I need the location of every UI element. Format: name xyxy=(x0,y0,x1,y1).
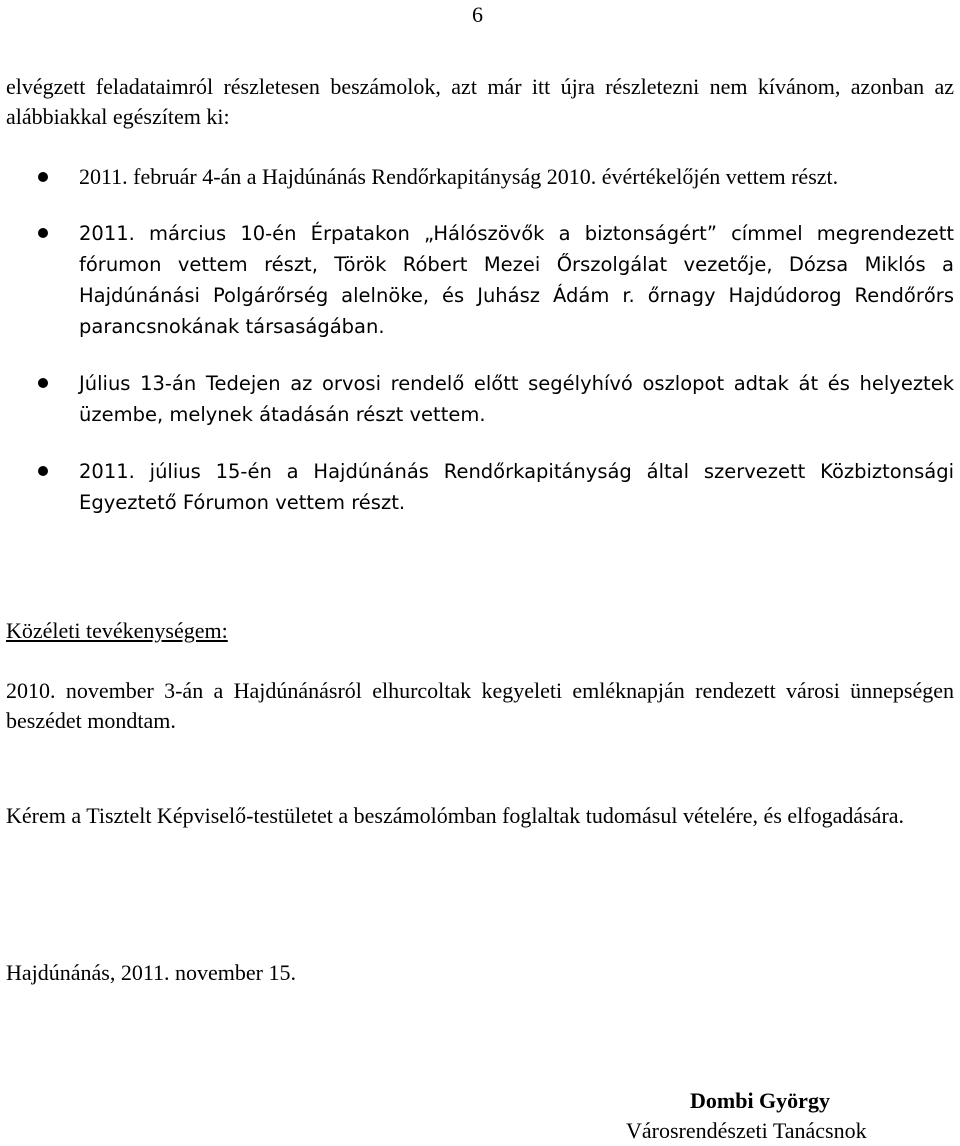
list-item xyxy=(0,162,954,192)
list-item xyxy=(0,218,954,342)
list-item xyxy=(0,368,954,430)
list-item-text: 2011. július 15-én a Hajdúnánás Rendőrkapitányság által szervezett Közbiztonsági Egyeztető Fórumon vettem részt. xyxy=(79,460,954,514)
intro-paragraph: elvégzett feladataimról részletesen beszámolok, azt már itt újra részletezni nem kívánom, azonban az alábbiakkal egészítem ki: xyxy=(6,74,954,129)
bullet-icon xyxy=(38,378,48,388)
signatory-name: Dombi György xyxy=(690,1088,830,1113)
section-heading: Közéleti tevékenységem: xyxy=(6,618,228,643)
page-number: 6 xyxy=(472,2,483,27)
activity-list xyxy=(0,162,960,544)
bullet-icon xyxy=(38,228,48,238)
signatory-title: Városrendészeti Tanácsnok xyxy=(626,1118,867,1143)
bullet-icon xyxy=(38,172,48,182)
list-item-text: Július 13-án Tedejen az orvosi rendelő előtt segélyhívó oszlopot adtak át és helyeztek üzembe, melynek átadásán részt vettem. xyxy=(79,372,954,426)
public-activity-paragraph: 2010. november 3-án a Hajdúnánásról elhurcoltak kegyeleti emléknapján rendezett városi ünnepségen beszédet mondtam. xyxy=(6,678,954,733)
list-item-text: 2011. február 4-án a Hajdúnánás Rendőrkapitányság 2010. évértékelőjén vettem részt. xyxy=(79,164,839,189)
list-item xyxy=(0,456,954,518)
place-and-date: Hajdúnánás, 2011. november 15. xyxy=(6,960,297,985)
bullet-icon xyxy=(38,466,48,476)
list-item-text: 2011. március 10-én Érpatakon „Hálószövők a biztonságért” címmel megrendezett fórumon vettem részt, Török Róbert Mezei Őrszolgálat vezetője, Dózsa Miklós a Hajdúnánási Polgárőrség alelnöke, és Juhász Ádám r. őrnagy Hajdúdorog Rendőrőrs parancsnokának társaságában. xyxy=(79,222,954,338)
closing-paragraph: Kérem a Tisztelt Képviselő-testületet a beszámolómban foglaltak tudomásul vételére, és elfogadására. xyxy=(6,803,905,828)
signature-block xyxy=(626,1086,956,1146)
